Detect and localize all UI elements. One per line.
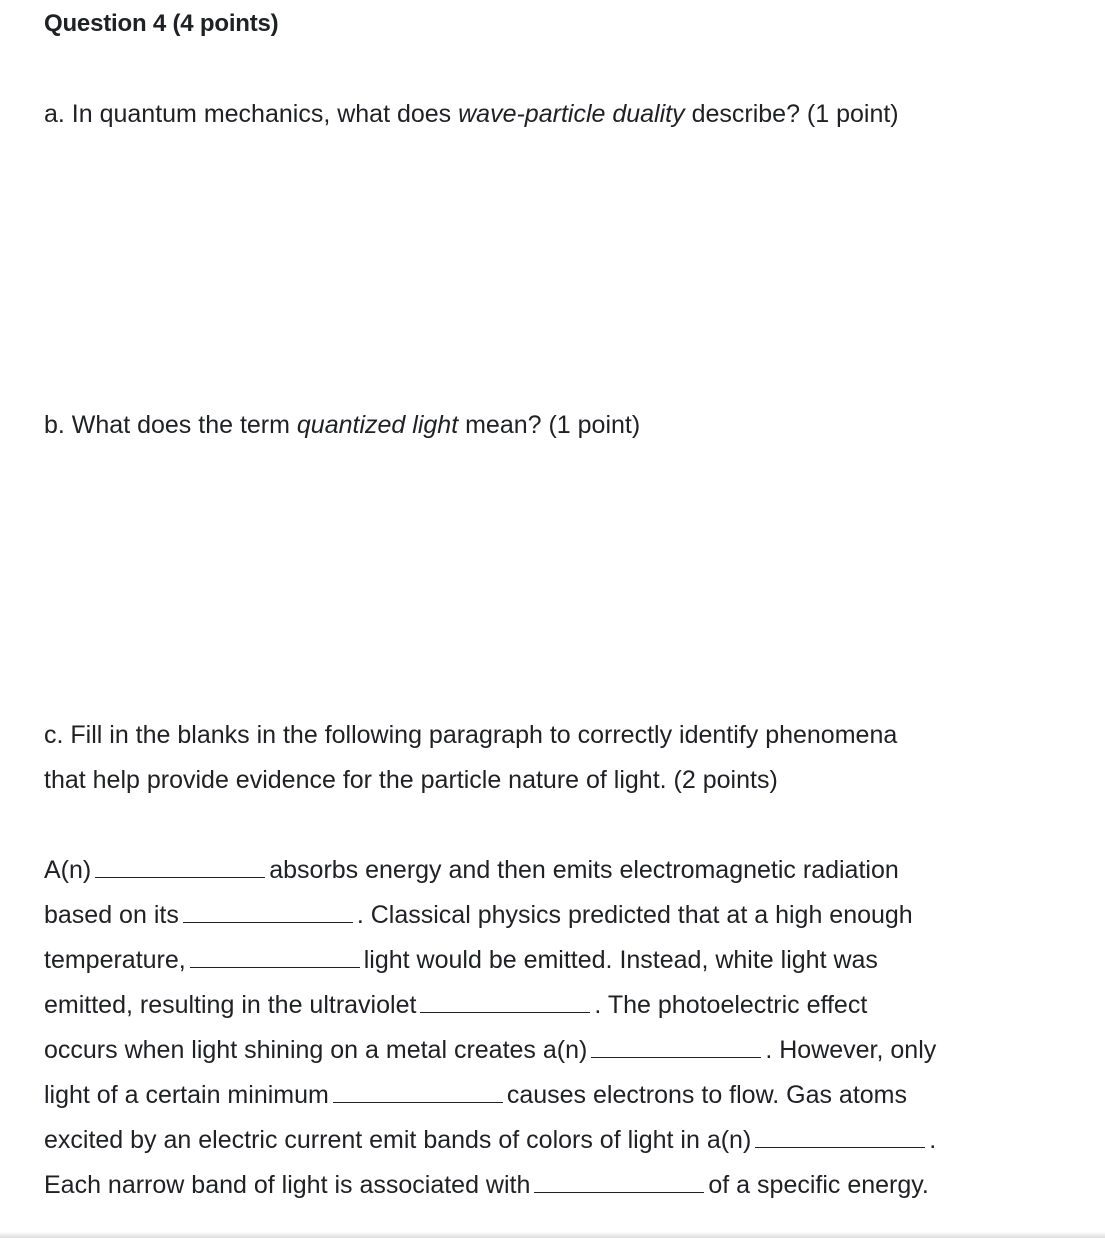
part-a-text-after: describe? (1 point) [684, 100, 899, 128]
blank-4 [420, 984, 590, 1013]
paragraph-text: causes electrons to flow. Gas atoms [506, 1081, 908, 1109]
part-c-line-2: that help provide evidence for the particle nature of light. (2 points) [44, 766, 778, 794]
paragraph-text: . [929, 1126, 937, 1154]
paragraph-text: A(n) [44, 856, 92, 884]
blank-6 [333, 1074, 503, 1103]
blank-8 [534, 1164, 704, 1193]
paragraph-line [44, 1028, 1044, 1073]
paragraph-text: . However, only [765, 1036, 937, 1064]
page-bottom-edge [0, 1232, 1105, 1238]
part-b-text-before: b. What does the term [44, 411, 297, 439]
paragraph-line [44, 1073, 1044, 1118]
part-b-term: quantized light [296, 411, 459, 439]
part-a-term: wave-particle duality [458, 100, 685, 128]
paragraph-text: . The photoelectric effect [594, 991, 868, 1019]
part-a-text-before: a. In quantum mechanics, what does [44, 100, 459, 128]
paragraph-text: absorbs energy and then emits electromagnetic radiation [269, 856, 899, 884]
paragraph-line [44, 848, 1044, 893]
paragraph-text: emitted, resulting in the ultraviolet [44, 991, 417, 1019]
paragraph-text: based on its [44, 901, 179, 929]
blank-1 [95, 849, 265, 878]
blank-7 [755, 1119, 925, 1148]
question-part-c [44, 713, 897, 803]
paragraph-text: excited by an electric current emit bands of colors of light in a(n) [44, 1126, 752, 1154]
paragraph-line [44, 1163, 1044, 1208]
paragraph-line [44, 983, 1044, 1028]
question-title: Question 4 (4 points) [44, 10, 279, 37]
paragraph-line [44, 893, 1044, 938]
part-b-text-after: mean? (1 point) [458, 411, 641, 439]
paragraph-text: temperature, [44, 946, 186, 974]
part-c-line-1: c. Fill in the blanks in the following paragraph to correctly identify phenomena [44, 721, 898, 749]
paragraph-text: light of a certain minimum [44, 1081, 329, 1109]
paragraph-line [44, 1118, 1044, 1163]
paragraph-text: occurs when light shining on a metal creates a(n) [44, 1036, 588, 1064]
paragraph-line [44, 938, 1044, 983]
paragraph-text: . Classical physics predicted that at a high enough [356, 901, 913, 929]
question-part-a [44, 92, 899, 137]
paragraph-text: of a specific energy. [708, 1171, 929, 1199]
blank-5 [591, 1029, 761, 1058]
question-part-b [44, 403, 640, 448]
fill-in-paragraph [44, 848, 1044, 1208]
paragraph-text: light would be emitted. Instead, white light was [363, 946, 878, 974]
blank-2 [183, 894, 353, 923]
blank-3 [190, 939, 360, 968]
paragraph-text: Each narrow band of light is associated with [44, 1171, 531, 1199]
